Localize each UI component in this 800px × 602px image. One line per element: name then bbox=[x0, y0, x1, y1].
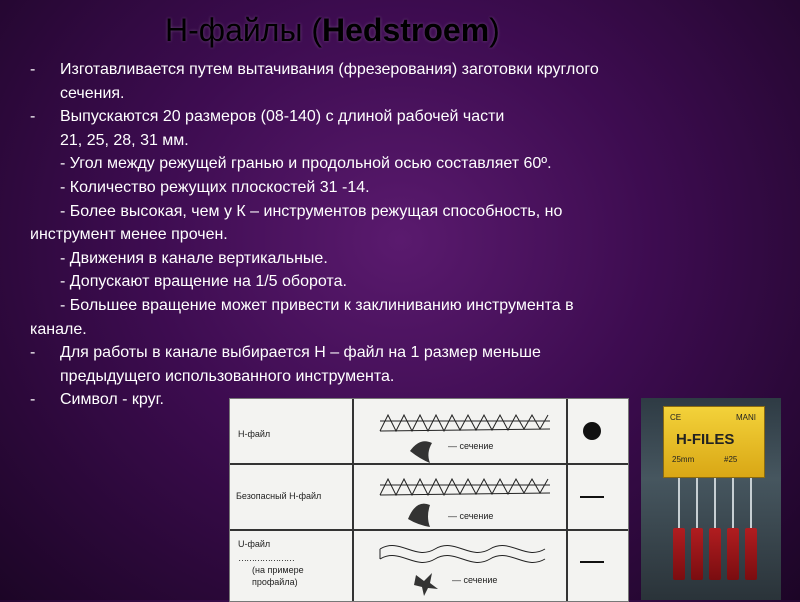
file-shaft bbox=[750, 478, 752, 530]
text-line bbox=[30, 341, 750, 365]
file-handle bbox=[691, 528, 703, 580]
text-line bbox=[30, 365, 750, 389]
text-line bbox=[30, 105, 750, 129]
bullet-dash: - bbox=[30, 61, 36, 78]
text-line bbox=[30, 223, 750, 247]
label-u-file-note2: профайла) bbox=[252, 577, 298, 587]
body-text bbox=[30, 58, 750, 412]
u-file-blade-drawing bbox=[380, 546, 545, 563]
title-prefix: Н-файлы ( bbox=[165, 12, 322, 48]
line-text: - Более высокая, чем у К – инструментов режущая способность, но bbox=[60, 202, 563, 220]
text-line bbox=[30, 270, 750, 294]
safe-h-file-blade-drawing bbox=[380, 479, 550, 495]
brand-label: MANI bbox=[736, 413, 756, 422]
slide-title bbox=[165, 12, 500, 49]
file-handle bbox=[727, 528, 739, 580]
size-label: #25 bbox=[724, 455, 738, 464]
file-types-diagram bbox=[229, 398, 629, 602]
line-text: - Угол между режущей гранью и продольной осью составляет 60º. bbox=[60, 155, 552, 173]
text-line bbox=[30, 176, 750, 200]
line-text: 21, 25, 28, 31 мм. bbox=[60, 131, 189, 149]
line-text: канале. bbox=[30, 320, 87, 338]
h-file-blade-drawing bbox=[380, 415, 550, 431]
file-shaft bbox=[714, 478, 716, 530]
line-text: - Количество режущих плоскостей 31 -14. bbox=[60, 178, 370, 196]
label-u-file-note1: (на примере bbox=[252, 565, 304, 575]
text-line bbox=[30, 200, 750, 224]
line-text: - Допускают вращение на 1/5 оборота. bbox=[60, 273, 347, 291]
bullet-dash: - bbox=[30, 391, 36, 409]
line-text: - Большее вращение может привести к заклиниванию инструмента в bbox=[60, 296, 574, 314]
title-name: Hedstroem bbox=[321, 12, 490, 48]
product-name: H-FILES bbox=[676, 431, 735, 448]
file-shaft bbox=[732, 478, 734, 530]
line-text: Символ - круг. bbox=[60, 391, 164, 409]
label-u-file: U-файл bbox=[238, 539, 271, 549]
ce-mark: CE bbox=[670, 413, 682, 422]
h-files-package-photo bbox=[641, 398, 781, 600]
text-line bbox=[30, 152, 750, 176]
text-line bbox=[30, 247, 750, 271]
safe-h-file-section-drawing bbox=[408, 504, 430, 527]
line-text: предыдущего использованного инструмента. bbox=[60, 367, 395, 385]
line-text: Изготавливается путем вытачивания (фрезерования) заготовки круглого bbox=[60, 61, 599, 78]
bullet-dash: - bbox=[30, 108, 36, 126]
file-handle bbox=[709, 528, 721, 580]
section-label: — сечение bbox=[448, 511, 494, 521]
text-line bbox=[30, 318, 750, 342]
u-file-section-drawing bbox=[414, 573, 438, 596]
text-line bbox=[30, 58, 750, 82]
bullet-dash: - bbox=[30, 344, 36, 362]
text-line bbox=[30, 294, 750, 318]
package-label bbox=[663, 406, 765, 478]
file-handle bbox=[673, 528, 685, 580]
section-label: — сечение bbox=[452, 575, 498, 585]
file-handle bbox=[745, 528, 757, 580]
diagram-drawings bbox=[230, 399, 628, 601]
line-text: - Движения в канале вертикальные. bbox=[60, 249, 328, 267]
line-text: Для работы в канале выбирается Н – файл на 1 размер меньше bbox=[60, 344, 541, 362]
length-label: 25mm bbox=[672, 455, 695, 464]
h-file-section-drawing bbox=[410, 441, 432, 463]
section-label: — сечение bbox=[448, 441, 494, 451]
label-safe-h-file: Безопасный Н-файл bbox=[236, 491, 322, 501]
text-line bbox=[30, 82, 750, 106]
title-suffix: ) bbox=[489, 12, 500, 48]
text-line bbox=[30, 129, 750, 153]
line-text: инструмент менее прочен. bbox=[30, 226, 228, 244]
label-u-file-dots: ………………… bbox=[238, 553, 294, 563]
file-shaft bbox=[696, 478, 698, 530]
label-h-file: Н-файл bbox=[238, 429, 271, 439]
line-text: сечения. bbox=[60, 84, 125, 102]
file-shaft bbox=[678, 478, 680, 530]
circle-symbol-icon bbox=[583, 422, 601, 440]
line-text: Выпускаются 20 размеров (08-140) с длиной рабочей части bbox=[60, 108, 505, 126]
